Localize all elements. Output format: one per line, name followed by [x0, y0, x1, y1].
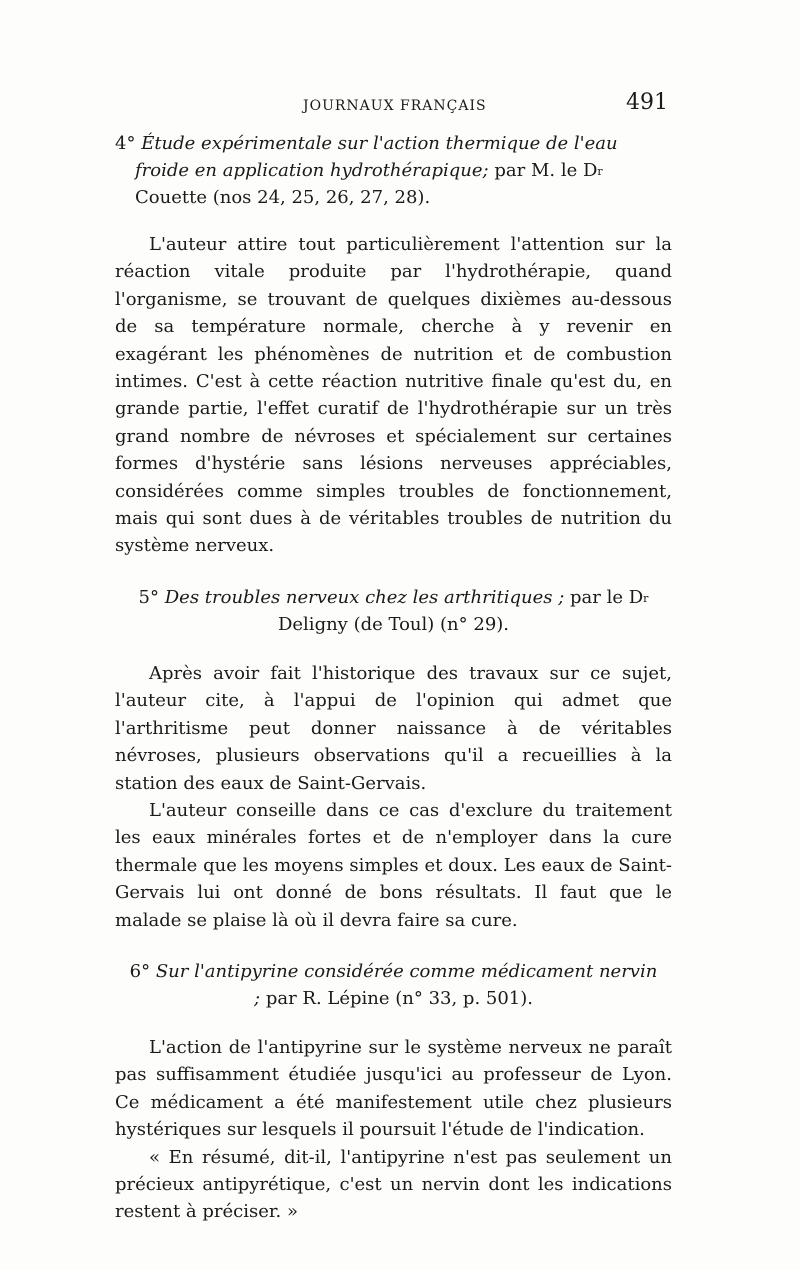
entry-6	[115, 958, 672, 1226]
entry-4-author-sup: r	[597, 165, 603, 178]
entry-4-title: Étude expérimentale sur l'action thermique de l'eau froide en application hydrothérapique;	[135, 133, 618, 181]
entry-5-paragraph-2: L'auteur conseille dans ce cas d'exclure du traitement les eaux minérales fortes et de n'employer dans la cure thermale que les moyens simples et doux. Les eaux de Saint-Gervais lui ont donné de bons résultats. Il faut que le malade se plaise là où il devra faire sa cure.	[115, 799, 672, 931]
entry-6-paragraph-2: « En résumé, dit-il, l'antipyrine n'est pas seulement un précieux antipyrétique, c'est un nervin dont les indications restent à préciser. »	[115, 1146, 672, 1223]
entry-5-title: Des troubles nerveux chez les arthritiques ;	[164, 586, 565, 608]
entry-5-author-name: Deligny (de Toul) (n° 29).	[277, 613, 510, 635]
entry-4-refs: (nos 24, 25, 26, 27, 28).	[212, 187, 431, 208]
entry-5-heading	[115, 584, 672, 638]
entry-4	[115, 130, 672, 560]
entry-5-author-sup: r	[643, 591, 649, 605]
entry-5-paragraph-1: Après avoir fait l'historique des travaux sur ce sujet, l'auteur cite, à l'appui de l'opinion qui admet que l'arthritisme peut donner naissance à de véritables névroses, plusieurs observations qu'il a recueillies à la station des eaux de Saint-Gervais.	[115, 662, 672, 794]
entry-4-paragraph-1: L'auteur attire tout particulièrement l'attention sur la réaction vitale produite par l'hydrothérapie, quand l'organisme, se trouvant de quelques dixièmes au-dessous de sa température normale, cherche à y revenir en exagérant les phénomènes de nutrition et de combustion intimes. C'est à cette réaction nutritive finale qu'est du, en grande partie, l'effet curatif de l'hydrothérapie sur un très grand nombre de névroses et spécialement sur certaines formes d'hystérie sans lésions nerveuses appréciables, considérées comme simples troubles de fonctionnement, mais qui sont dues à de véritables troubles de nutrition du système nerveux.	[115, 234, 672, 557]
entry-4-heading	[115, 130, 672, 211]
entry-4-number: 4°	[115, 133, 136, 154]
entry-6-author-prefix: par R. Lépine (n° 33, p. 501).	[265, 987, 533, 1009]
entry-5	[115, 584, 672, 934]
page-header	[115, 90, 672, 130]
entry-6-heading	[115, 958, 672, 1012]
entry-5-author-prefix: par le D	[570, 586, 644, 608]
entry-6-paragraph-1: L'action de l'antipyrine sur le système nerveux ne paraît pas suffisamment étudiée jusqu'ici au professeur de Lyon. Ce médicament a été manifestement utile chez plusieurs hystériques sur lesquels il poursuit l'étude de l'indication.	[115, 1036, 672, 1141]
entry-6-number: 6°	[129, 960, 151, 982]
entry-4-author-name: Couette	[135, 187, 207, 208]
running-head: JOURNAUX FRANÇAIS	[303, 98, 487, 114]
page	[115, 90, 672, 1226]
entry-5-number: 5°	[138, 586, 159, 608]
page-number: 491	[626, 90, 668, 115]
entry-4-author-prefix: par M. le D	[494, 160, 598, 181]
entry-6-title: Sur l'antipyrine considérée comme médicament nervin ;	[155, 960, 658, 1009]
